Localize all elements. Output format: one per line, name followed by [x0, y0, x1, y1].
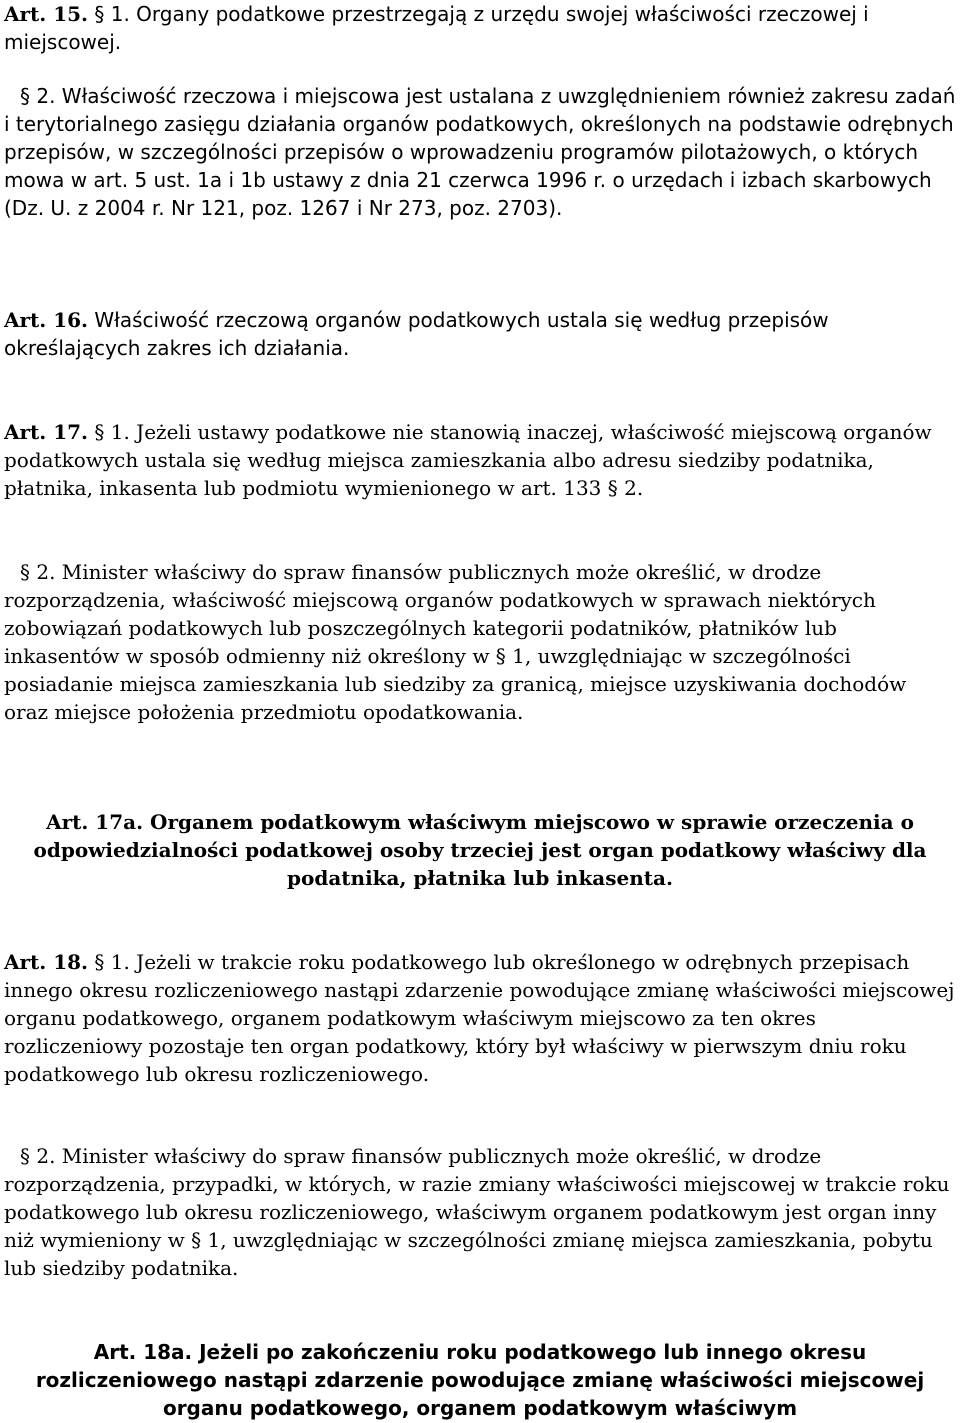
- art16-text: Właściwość rzeczową organów podatkowych ustala się według przepisów określających zakres ich działania.: [4, 308, 829, 360]
- art17a: [4, 808, 956, 892]
- art17-par1-text: § 1. Jeżeli ustawy podatkowe nie stanowią inaczej, właściwość miejscową organów podatkowych ustala się według miejsca zamieszkania albo adresu siedziby podatnika, płatnika, inkasenta lub podmiotu wymienionego w art. 133 § 2.: [4, 420, 932, 500]
- art17-heading: Art. 17.: [4, 420, 89, 444]
- art18a: [4, 1338, 956, 1422]
- art15-par2: [4, 82, 956, 222]
- art18-par2: [4, 1142, 956, 1282]
- art17-par1: [4, 418, 956, 502]
- art17a-heading: Art. 17a.: [46, 810, 144, 834]
- art15-par2-text: § 2. Właściwość rzeczowa i miejscowa jest ustalana z uwzględnieniem również zakresu zadań i terytorialnego zasięgu działania organów podatkowych, określonych na podstawie odrębnych przepisów, w szczególności przepisów o wprowadzeniu programów pilotażowych, o których mowa w art. 5 ust. 1a i 1b ustawy z dnia 21 czerwca 1996 r. o urzędach i izbach skarbowych (Dz. U. z 2004 r. Nr 121, poz. 1267 i Nr 273, poz. 2703).: [4, 84, 956, 220]
- art17-par2-text: § 2. Minister właściwy do spraw finansów publicznych może określić, w drodze rozporządzenia, właściwość miejscową organów podatkowych w sprawach niektórych zobowiązań podatkowych lub poszczególnych kategorii podatników, płatników lub inkasentów w sposób odmienny niż określony w § 1, uwzględniając w szczególności posiadanie miejsca zamieszkania lub siedziby za granicą, miejsce uzyskiwania dochodów oraz miejsce położenia przedmiotu opodatkowania.: [4, 560, 907, 724]
- art16-par1: [4, 306, 956, 362]
- art15-heading: Art. 15.: [4, 2, 89, 26]
- art15-par1-text: § 1. Organy podatkowe przestrzegają z urzędu swojej właściwości rzeczowej i miejscowej.: [4, 2, 869, 54]
- art18-heading: Art. 18.: [4, 950, 89, 974]
- art18-par1: [4, 948, 956, 1088]
- art15-par1: [4, 0, 956, 56]
- art17a-text: Organem podatkowym właściwym miejscowo w sprawie orzeczenia o odpowiedzialności podatkowej osoby trzeciej jest organ podatkowy właściwy dla podatnika, płatnika lub inkasenta.: [33, 810, 927, 890]
- art18a-text: Jeżeli po zakończeniu roku podatkowego lub innego okresu rozliczeniowego nastąpi zdarzenie powodujące zmianę właściwości miejscowej organu podatkowego, organem podatkowym właściwym: [35, 1340, 925, 1420]
- art17-par2: [4, 558, 956, 726]
- art16-heading: Art. 16.: [4, 308, 89, 332]
- art18-par2-text: § 2. Minister właściwy do spraw finansów publicznych może określić, w drodze rozporządzenia, przypadki, w których, w razie zmiany właściwości miejscowej w trakcie roku podatkowego lub okresu rozliczeniowego, właściwym organem podatkowym jest organ inny niż wymieniony w § 1, uwzględniając w szczególności zmianę miejsca zamieszkania, pobytu lub siedziby podatnika.: [4, 1144, 950, 1280]
- art18-par1-text: § 1. Jeżeli w trakcie roku podatkowego lub określonego w odrębnych przepisach innego okresu rozliczeniowego nastąpi zdarzenie powodujące zmianę właściwości miejscowej organu podatkowego, organem podatkowym właściwym miejscowo za ten okres rozliczeniowy pozostaje ten organ podatkowy, który był właściwy w pierwszym dniu roku podatkowego lub okresu rozliczeniowego.: [4, 950, 955, 1086]
- art18a-heading: Art. 18a.: [93, 1340, 193, 1364]
